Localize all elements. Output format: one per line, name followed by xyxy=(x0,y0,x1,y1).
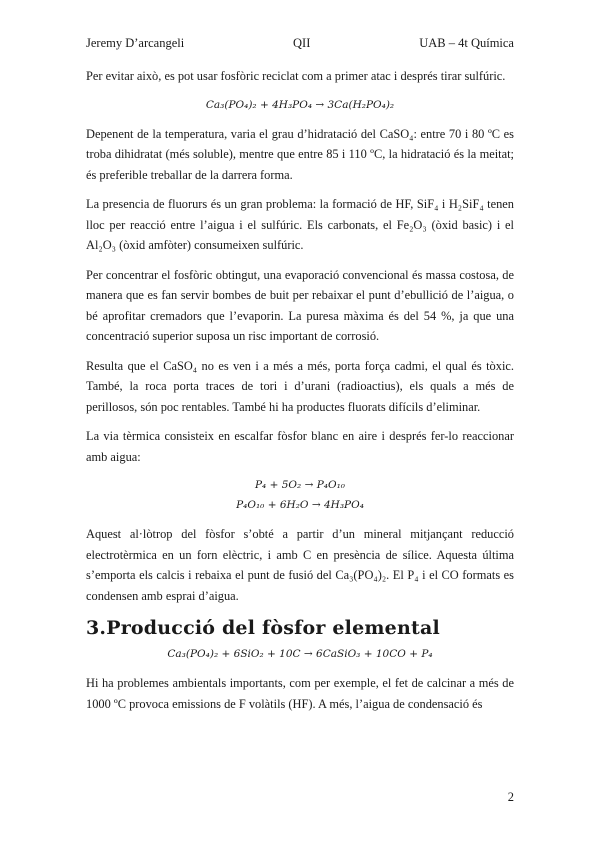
page-header xyxy=(86,36,514,54)
equation-hydrolysis: P₄O₁₀ + 6H₂O → 4H₃PO₄ xyxy=(236,499,364,511)
paragraph-byproducts: Resulta que el CaSO₄ no es ven i a més a més, porta força cadmi, el qual és tòxic. També, la roca porta traces de tori i d’urani (radioactius), els quals a més de perillosos, són poc rentables. També hi ha productes fluorats difícils d’eliminar. xyxy=(86,358,514,414)
equation-electrothermal-reduction: Ca₃(PO₄)₂ + 6SiO₂ + 10C → 6CaSiO₃ + 10CO + P₄ xyxy=(167,648,433,660)
paragraph-concentration: Per concentrar el fosfòric obtingut, una evaporació convencional és massa costosa, de manera que es fan servir bombes de buit per rebaixar el punt d’ebullició de l’aigua, o bé aprofitar cremadors que l’evaporin. La puresa màxima és del 54 %, ja que una concentració superior suposa un risc important de corrosió. xyxy=(86,267,514,343)
page-body xyxy=(86,66,514,723)
paragraph-thermal-route: La via tèrmica consisteix en escalfar fòsfor blanc en aire i després fer-lo reaccionar amb aigua: xyxy=(86,429,514,464)
paragraph-recycled-phosphoric: Per evitar això, es pot usar fosfòric reciclat com a primer atac i després tirar sulfúric. xyxy=(86,69,506,83)
page-number: 2 xyxy=(507,790,514,804)
paragraph-hydration: Depenent de la temperatura, varia el grau d’hidratació del CaSO₄: entre 70 i 80 ºC es troba dihidratat (més soluble), mentre que entre 85 i 110 ºC, la hidratació és la meitat; és preferible treballar de la darrera forma. xyxy=(86,126,514,182)
header-author: Jeremy D’arcangeli xyxy=(86,36,185,50)
section-heading: 3.Producció del fòsfor elemental xyxy=(86,617,440,639)
paragraph-allotrope: Aquest al·lòtrop del fòsfor s’obté a partir d’un mineral mitjançant reducció electrotèrmica en un forn elèctric, i amb C en presència de sílice. Aquesta última s’emporta els calcis i rebaixa el punt de fusió del Ca₃(PO₄)₂. El P₄ i el CO formats es condensen amb esprai d’aigua. xyxy=(86,527,514,603)
paragraph-fluorides: La presencia de fluorurs és un gran problema: la formació de HF, SiF₄ i H₂SiF₄ tenen lloc per reacció entre l’aigua i el sulfúric. Els carbonats, el Fe₂O₃ (òxid basic) i el Al₂O₃ (òxid amfòter) consumeixen sulfúric. xyxy=(86,197,514,252)
equation-phosphoric-attack: Ca₃(PO₄)₂ + 4H₃PO₄ → 3Ca(H₂PO₄)₂ xyxy=(205,98,395,111)
paragraph-environmental: Hi ha problemes ambientals importants, com per exemple, el fet de calcinar a més de 1000 ºC provoca emissions de F volàtils (HF). A més, l’aigua de condensació és xyxy=(86,676,514,711)
header-institution: UAB – 4t Química xyxy=(419,36,514,50)
equation-phosphorus-combustion: P₄ + 5O₂ → P₄O₁₀ xyxy=(254,479,346,491)
header-course: QII xyxy=(293,36,311,50)
